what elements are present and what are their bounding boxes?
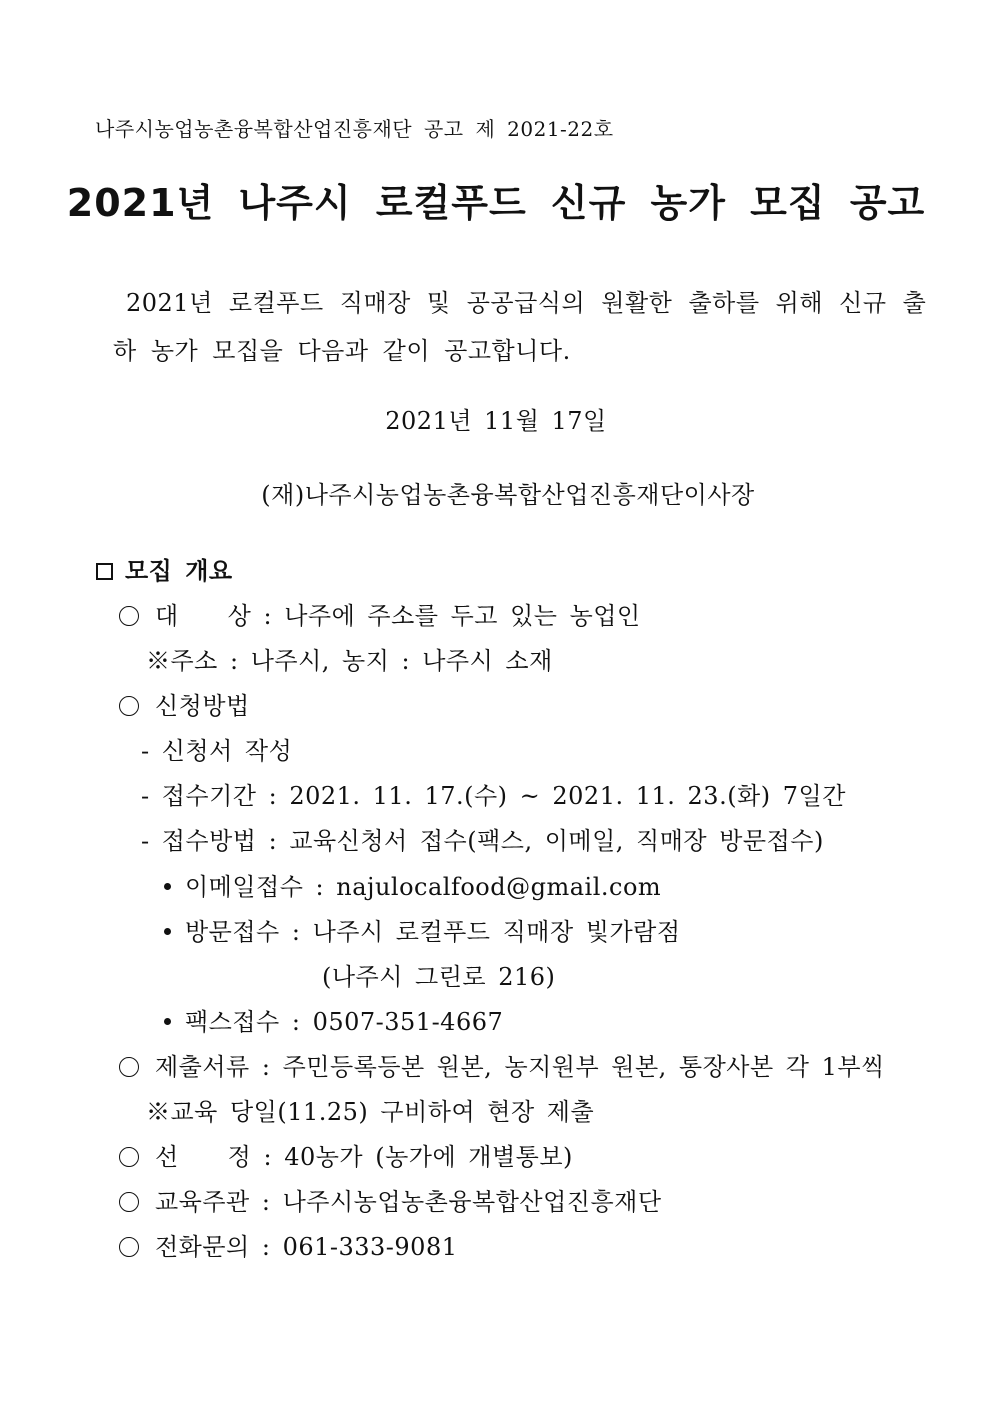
notice-date: 2021년 11월 17일 [385,407,607,435]
visit-item [164,917,681,947]
visit-text: 방문접수 : 나주시 로컬푸드 직매장 빛가람점 [185,918,681,946]
intro-line-1: 2021년 로컬푸드 직매장 및 공공급식의 원활한 출하를 위해 신규 출 [126,289,927,317]
target-text: 대 상 : 나주에 주소를 두고 있는 농업인 [155,602,641,630]
intro-line-2: 하 농가 모집을 다음과 같이 공고합니다. [113,337,571,365]
phone-text: 전화문의 : 061-333-9081 [155,1233,458,1261]
bullet-dot-icon [164,1018,171,1025]
item-target [119,601,641,631]
documents-note: ※교육 당일(11.25) 구비하여 현장 제출 [146,1098,595,1126]
target-note: ※주소 : 나주시, 농지 : 나주시 소재 [146,647,553,675]
bullet-dot-icon [164,883,171,890]
circle-bullet-icon [119,606,139,626]
issuer: (재)나주시농업농촌융복합산업진흥재단이사장 [261,481,755,509]
email-text: 이메일접수 : najulocalfood@gmail.com [185,873,662,901]
item-selection [119,1142,573,1172]
fax-text: 팩스접수 : 0507-351-4667 [185,1008,504,1036]
circle-bullet-icon [119,696,139,716]
item-phone [119,1232,458,1262]
organizer-text: 교육주관 : 나주시농업농촌융복합산업진흥재단 [155,1188,662,1216]
documents-text: 제출서류 : 주민등록등본 원본, 농지원부 원본, 통장사본 각 1부씩 [155,1053,885,1081]
selection-text: 선 정 : 40농가 (농가에 개별통보) [155,1143,573,1171]
item-method [119,691,250,721]
method-item: - 접수기간 : 2021. 11. 17.(수) ~ 2021. 11. 23.(화) 7일간 [141,782,846,810]
circle-bullet-icon [119,1192,139,1212]
section-heading-text: 모집 개요 [125,556,233,585]
item-organizer [119,1187,662,1217]
circle-bullet-icon [119,1147,139,1167]
section-heading [96,556,233,586]
method-heading-text: 신청방법 [155,692,250,720]
item-documents [119,1052,885,1082]
checkbox-square-icon [96,563,113,580]
circle-bullet-icon [119,1237,139,1257]
fax-item [164,1007,503,1037]
method-item: - 신청서 작성 [141,737,293,765]
email-item [164,872,661,902]
circle-bullet-icon [119,1057,139,1077]
visit-address: (나주시 그린로 216) [322,963,556,991]
method-item: - 접수방법 : 교육신청서 접수(팩스, 이메일, 직매장 방문접수) [141,827,824,855]
page-title: 2021년 나주시 로컬푸드 신규 농가 모집 공고 [66,181,926,225]
notice-number: 나주시농업농촌융복합산업진흥재단 공고 제 2021-22호 [95,117,614,141]
bullet-dot-icon [164,928,171,935]
